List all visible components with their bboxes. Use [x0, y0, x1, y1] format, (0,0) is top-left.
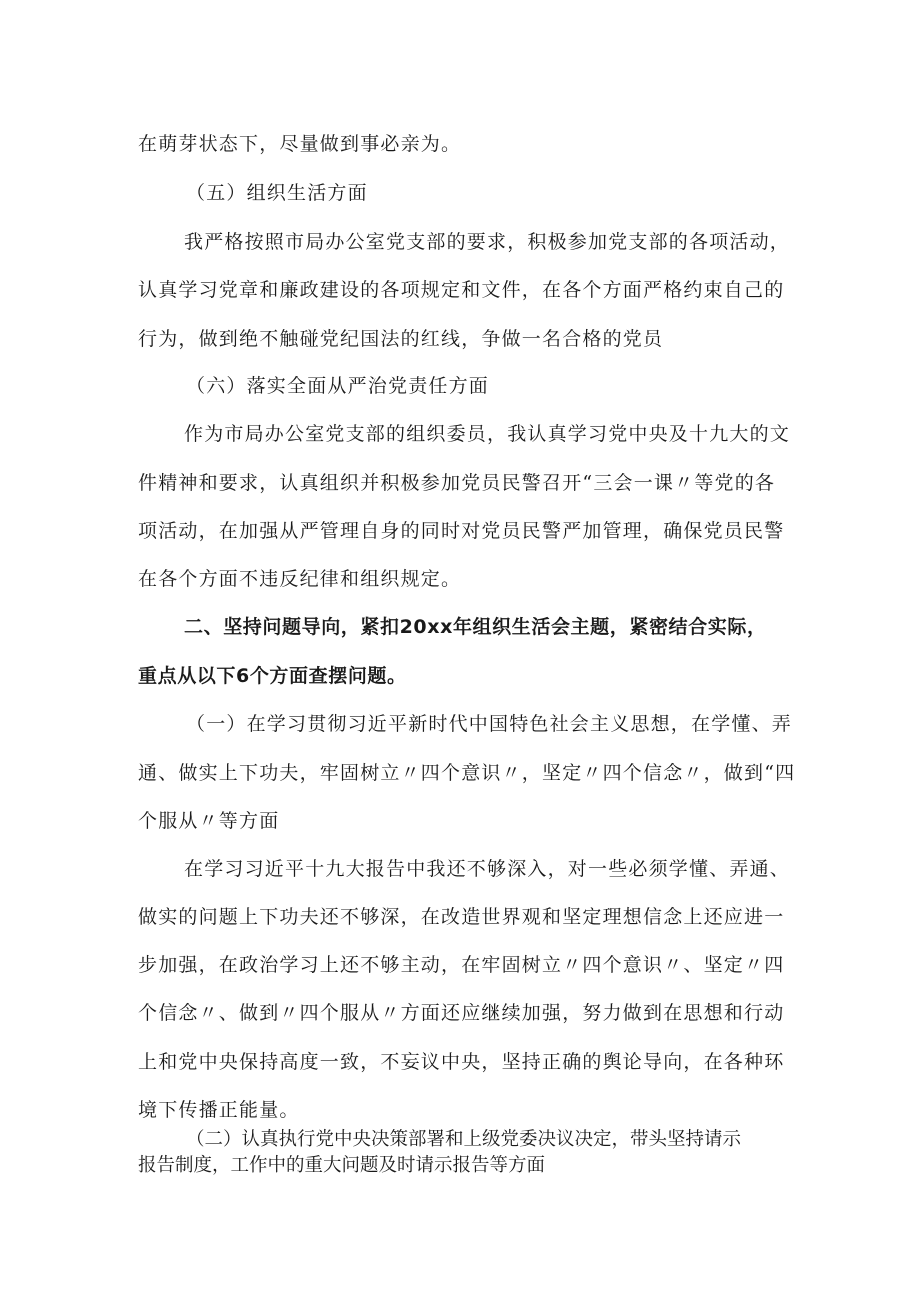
paragraph-line: 在学习习近平十九大报告中我还不够深入，对一些必须学懂、弄通、 — [184, 858, 791, 880]
section-heading: （五）组织生活方面 — [186, 182, 368, 204]
subsection-heading: 通、做实上下功夫，牢固树立〃四个意识〃，坚定〃四个信念〃，做到“四 — [138, 762, 796, 784]
main-heading: 二、坚持问题导向，紧扣20xx年组织生活会主题，紧密结合实际， — [184, 616, 767, 638]
subsection-heading: 个服从〃等方面 — [138, 810, 280, 832]
paragraph-line: 在萌芽状态下，尽量做到事必亲为。 — [138, 133, 462, 155]
subsection-heading: 报告制度，工作中的重大问题及时请示报告等方面 — [138, 1155, 546, 1176]
paragraph-line: 项活动，在加强从严管理自身的同时对党员民警严加管理，确保党员民警 — [138, 520, 785, 542]
paragraph-line: 在各个方面不违反纪律和组织规定。 — [138, 568, 462, 590]
main-heading: 重点从以下6个方面查摆问题。 — [138, 665, 407, 687]
paragraph-line: 境下传播正能量。 — [138, 1099, 300, 1121]
subsection-heading: （二）认真执行党中央决策部署和上级党委决议决定，带头坚持请示 — [186, 1129, 742, 1150]
paragraph-line: 行为，做到绝不触碰党纪国法的红线，争做一名合格的党员 — [138, 328, 664, 350]
paragraph-line: 我严格按照市局办公室党支部的要求，积极参加党支部的各项活动， — [184, 231, 791, 253]
paragraph-line: 做实的问题上下功夫还不够深，在改造世界观和坚定理想信念上还应进一 — [138, 906, 785, 928]
paragraph-line: 作为市局办公室党支部的组织委员，我认真学习党中央及十九大的文 — [184, 423, 791, 445]
paragraph-line: 上和党中央保持高度一致，不妄议中央，坚持正确的舆论导向，在各种环 — [138, 1051, 785, 1073]
paragraph-line: 步加强，在政治学习上还不够主动，在牢固树立〃四个意识〃、坚定〃四 — [138, 954, 785, 976]
subsection-heading: （一）在学习贯彻习近平新时代中国特色社会主义思想，在学懂、弄 — [186, 713, 793, 735]
paragraph-line: 件精神和要求，认真组织并积极参加党员民警召开“三会一课〃等党的各 — [138, 472, 776, 494]
section-heading: （六）落实全面从严治党责任方面 — [186, 375, 490, 397]
paragraph-line: 认真学习党章和廉政建设的各项规定和文件，在各个方面严格约束自己的 — [138, 279, 785, 301]
paragraph-line: 个信念〃、做到〃四个服从〃方面还应继续加强，努力做到在思想和行动 — [138, 1002, 785, 1024]
